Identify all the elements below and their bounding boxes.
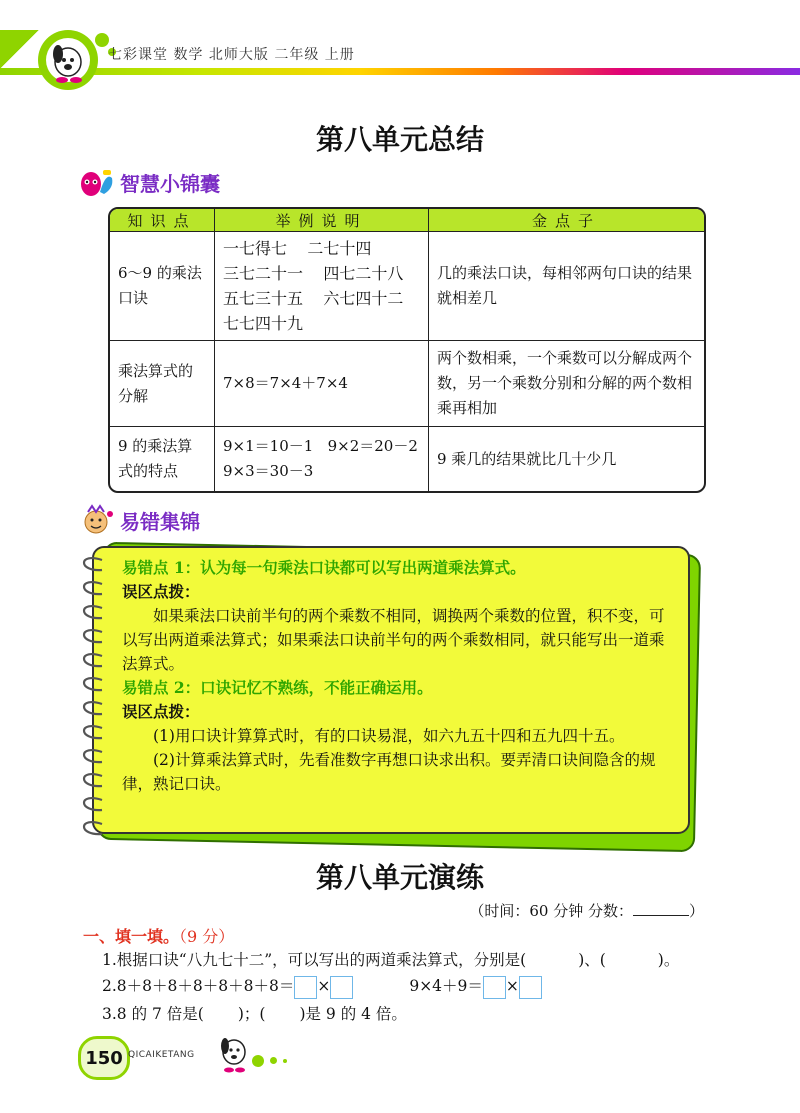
q3-b: )；( <box>237 1005 266 1023</box>
book-header-text: 七彩课堂 数学 北师大版 二年级 上册 <box>108 47 355 63</box>
section-heading-errors <box>78 504 200 536</box>
q3-a: 3.8 的 7 倍是( <box>102 1005 204 1023</box>
table-header-cell: 知识点 <box>110 209 215 232</box>
table-cell-point: 9 的乘法算式的特点 <box>110 427 215 491</box>
example-line: 一七得七 二七十四 <box>223 239 372 258</box>
table-header-row <box>110 209 704 232</box>
table-header-cell: 举例说明 <box>215 209 429 232</box>
brand-text: QICAIKETANG <box>128 1050 195 1060</box>
table-cell-point: 6～9 的乘法口诀 <box>110 232 215 341</box>
example-line: 七七四十九 <box>223 314 304 333</box>
q2-left: 2.8＋8＋8＋8＋8＋8＋8＝ <box>102 977 295 995</box>
page-number: 150 <box>78 1036 130 1080</box>
page-title: 第八单元总结 <box>315 123 484 156</box>
section-heading-wisdom <box>78 166 220 198</box>
dog-mascot-icon <box>28 22 118 94</box>
question-1 <box>102 948 679 970</box>
times-sign: × <box>317 977 331 995</box>
table-cell-examples <box>215 232 429 341</box>
example-line: 三七二十一 四七二十八 <box>223 264 404 283</box>
answer-box[interactable] <box>294 976 317 999</box>
part-one-heading <box>83 924 234 947</box>
cartoon-character-icon <box>78 504 116 536</box>
table-row <box>110 427 704 491</box>
time-score-prefix: （时间：60 分钟 分数： <box>469 902 633 920</box>
error-point-2: 易错点 2：口诀记忆不熟练，不能正确运用。 <box>122 678 433 697</box>
part-one-label: 一、填一填。 <box>83 927 180 946</box>
example-line: 7×8＝7×4＋7×4 <box>223 374 348 392</box>
answer-box[interactable] <box>330 976 353 999</box>
decorative-dots <box>252 1050 293 1069</box>
example-line: 9×3＝30－3 <box>223 462 314 480</box>
table-cell-examples <box>215 427 429 491</box>
part-one-points: （9 分） <box>179 927 235 946</box>
table-cell-tip: 9 乘几的结果就比几十少几 <box>437 449 617 468</box>
hint-text: (1)用口诀计算算式时，有的口诀易混，如六九五十四和五九四十五。 <box>153 727 625 745</box>
q1-mid: )、( <box>578 951 606 969</box>
practice-title: 第八单元演练 <box>315 861 484 894</box>
summary-table <box>108 207 706 493</box>
q1-end: )。 <box>657 951 680 969</box>
q1-text: 1.根据口诀“八九七十二”，可以写出的两道乘法算式，分别是( <box>102 951 527 969</box>
question-3 <box>102 1002 407 1024</box>
answer-box[interactable] <box>519 976 542 999</box>
section-label-errors: 易错集锦 <box>120 509 200 534</box>
dog-mascot-icon <box>210 1030 258 1078</box>
spiral-binding-icon <box>72 548 112 838</box>
brocade-bag-icon <box>78 166 116 198</box>
table-header-cell: 金点子 <box>429 209 704 232</box>
time-score-suffix: ） <box>688 902 704 920</box>
q2-right: 9×4＋9＝ <box>409 977 483 995</box>
table-cell-tip: 两个数相乘，一个乘数可以分解成两个数，另一个乘数分别和分解的两个数相乘再相加 <box>429 341 704 427</box>
table-cell-examples <box>215 341 429 427</box>
hint-text: (2)计算乘法算式时，先看准数字再想口诀求出积。要弄清口诀间隐含的规律，熟记口诀。 <box>122 751 656 793</box>
time-score-line <box>469 900 704 921</box>
example-line: 9×1＝10－1 9×2＝20－2 <box>223 437 418 455</box>
score-blank[interactable] <box>633 901 689 916</box>
question-2 <box>102 974 542 999</box>
table-row <box>110 232 704 341</box>
error-point-1: 易错点 1：认为每一句乘法口诀都可以写出两道乘法算式。 <box>122 558 526 577</box>
table-cell-point: 乘法算式的分解 <box>110 341 215 427</box>
header-rainbow-bar <box>0 68 800 75</box>
hint-label: 误区点拨： <box>122 702 200 721</box>
times-sign: × <box>505 977 519 995</box>
section-label-wisdom: 智慧小锦囊 <box>120 171 220 196</box>
table-cell-tip: 几的乘法口诀，每相邻两句口诀的结果就相差几 <box>429 232 704 341</box>
error-notes <box>122 556 670 796</box>
answer-box[interactable] <box>483 976 506 999</box>
hint-text: 如果乘法口诀前半句的两个乘数不相同，调换两个乘数的位置，积不变，可以写出两道乘法算式；如果乘法口诀前半句的两个乘数相同，就只能写出一道乘法算式。 <box>122 607 665 673</box>
table-row <box>110 341 704 427</box>
hint-label: 误区点拨： <box>122 582 200 601</box>
q3-c: )是 9 的 4 倍。 <box>299 1005 407 1023</box>
example-line: 五七三十五 六七四十二 <box>223 289 404 308</box>
